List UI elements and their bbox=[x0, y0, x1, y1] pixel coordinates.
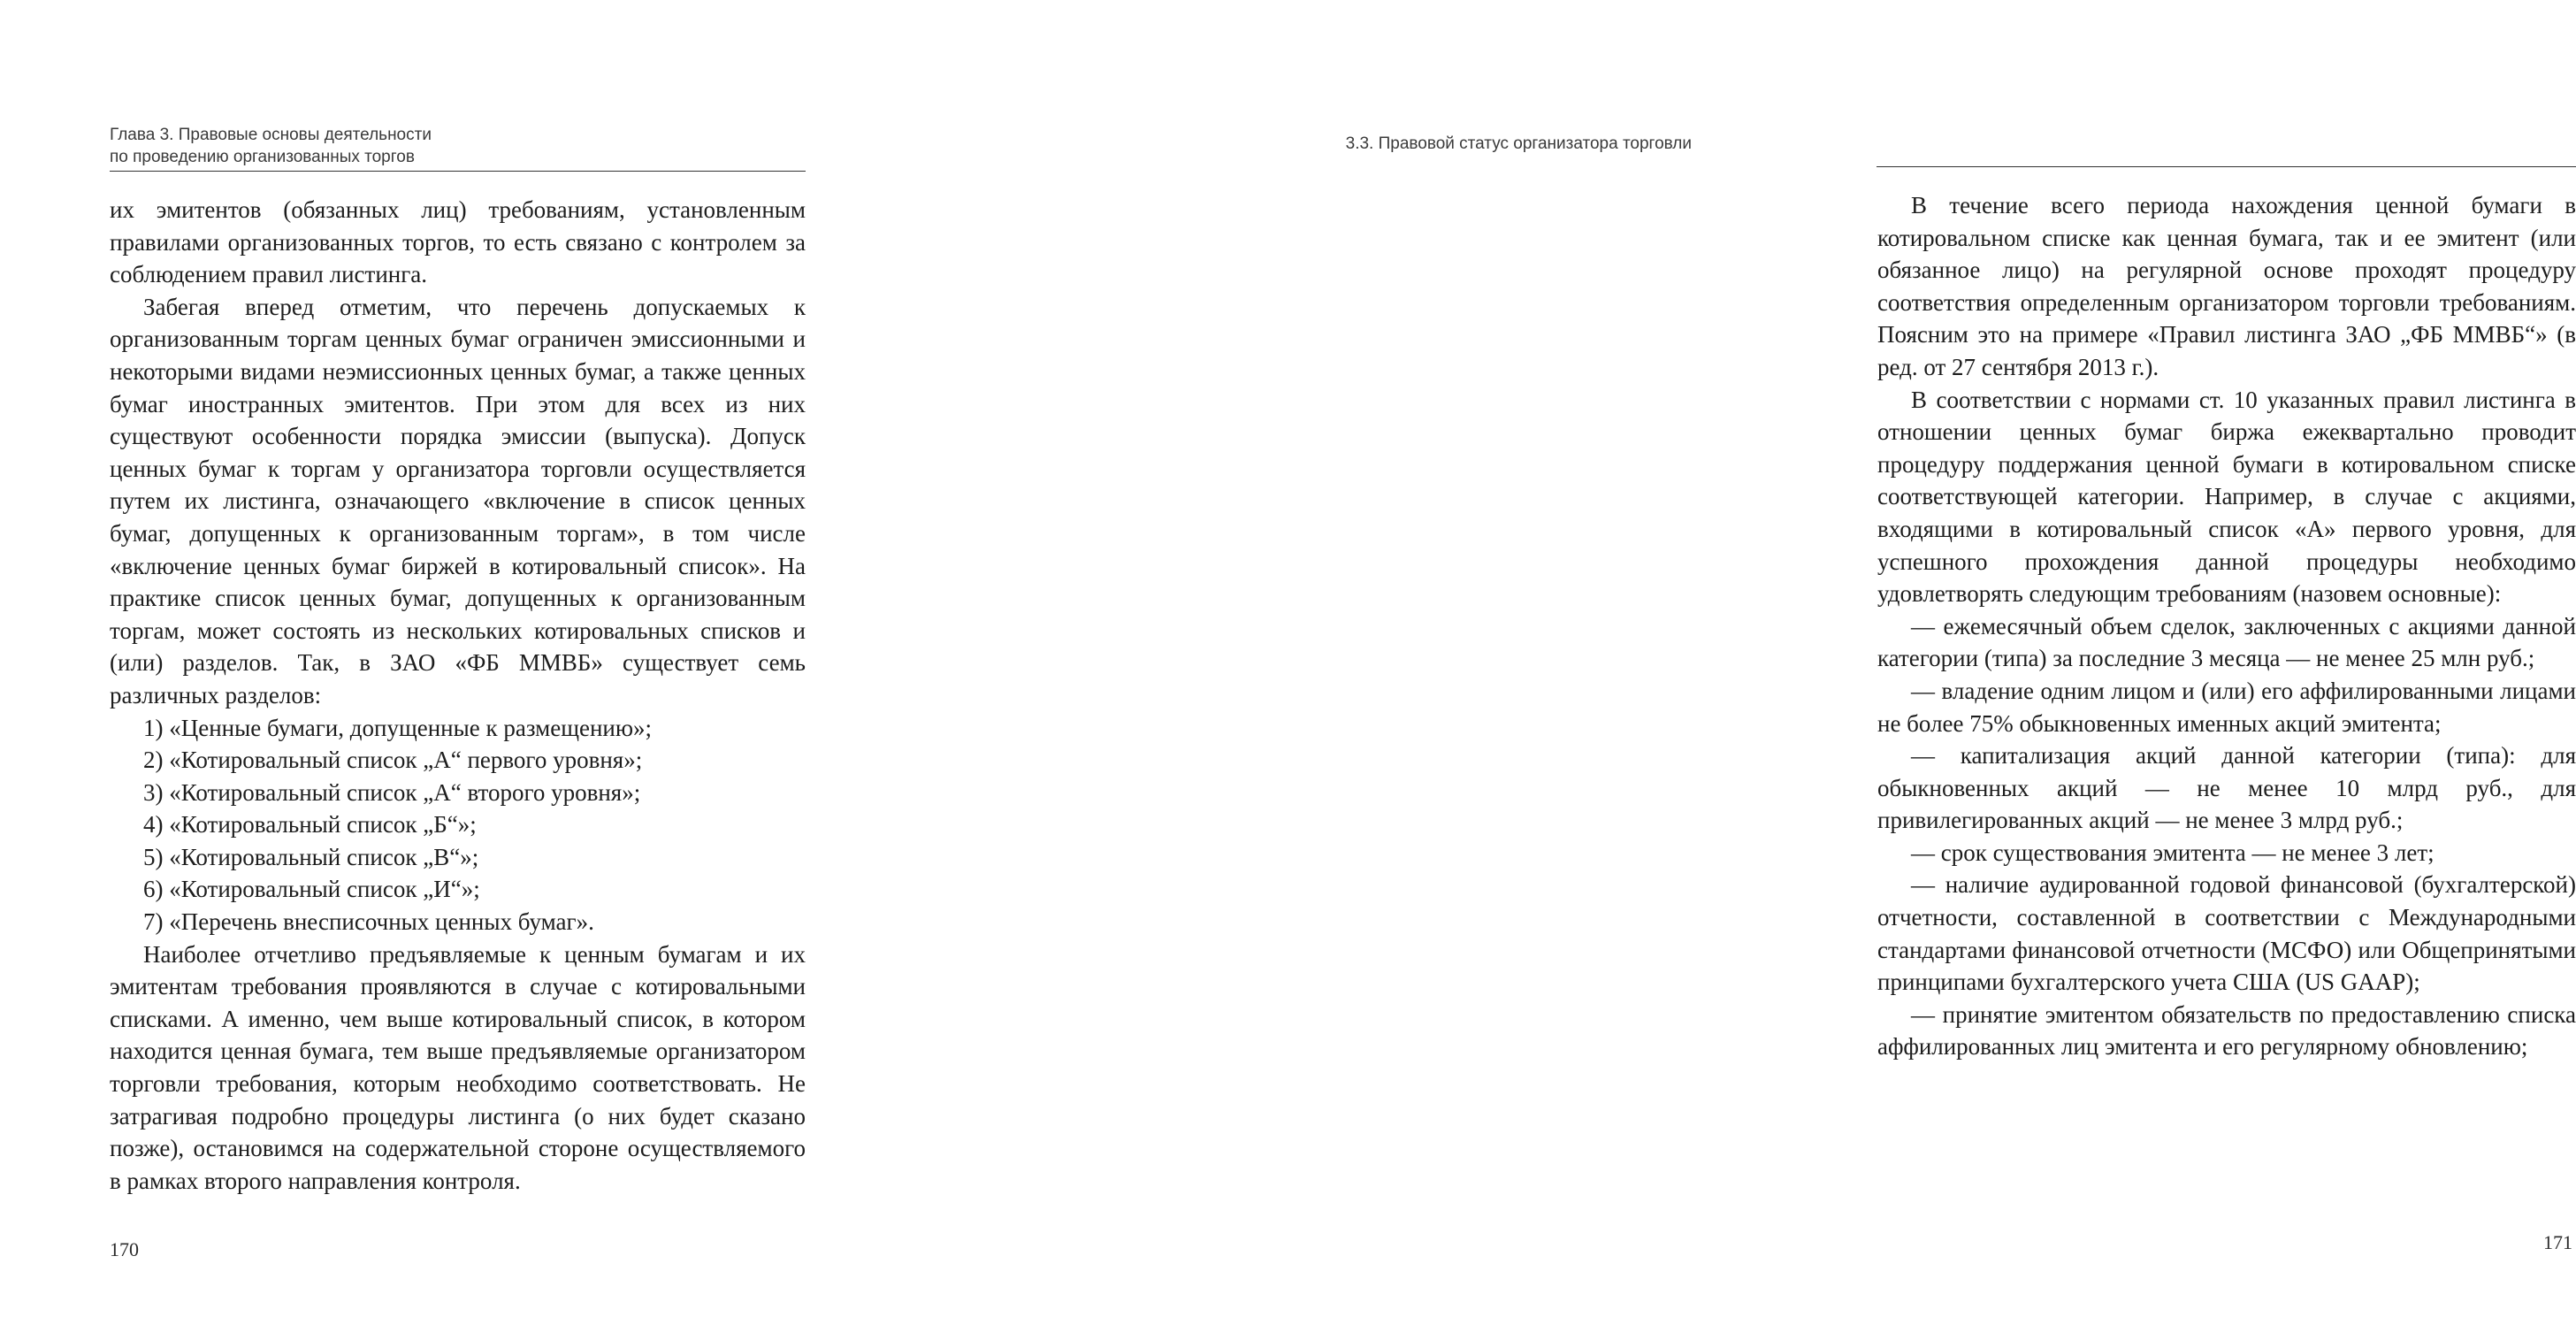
requirement-item: — срок существования эмитента — не менее 3 лет; bbox=[1911, 839, 2435, 866]
paragraph: В соответствии с нормами ст. 10 указанных правил листинга в отношении ценных бумаг биржа ежеквартально проводит процедуру поддержания ценной бумаги в котировальном списке соответствующей категории. Например, в случае с акциями, входящими в котировальный список «А» первого уровня, для успешного прохождения данной процедуры необходимо удовлетворять следующим требованиям (назовем основные): bbox=[1877, 386, 2576, 608]
list-item: 4) «Котировальный список „Б“»; bbox=[143, 811, 477, 839]
list-item: 2) «Котировальный список „А“ первого уровня»; bbox=[143, 747, 643, 774]
list-item: 5) «Котировальный список „В“»; bbox=[143, 843, 479, 870]
header-rule bbox=[1877, 166, 2576, 167]
paragraph: их эмитентов (обязанных лиц) требованиям, установленным правилами организованных торгов, то есть связано с контролем за соблюдением правил листинга. bbox=[110, 196, 806, 288]
right-body-text bbox=[1877, 189, 2576, 1063]
requirement-item: — принятие эмитентом обязательств по предоставлению списка аффилированных лиц эмитента и его регулярному обновлению; bbox=[1877, 1000, 2576, 1061]
running-head-line-1: Глава 3. Правовые основы деятельности bbox=[110, 126, 432, 144]
requirement-item: — наличие аудированной годовой финансовой (бухгалтерской) отчетности, составленной в соответствии с Международными стандартами финансовой отчетности (МСФО) или Общепринятыми принципами бухгалтерского учета США (US GAAP); bbox=[1877, 871, 2576, 996]
right-running-head: 3.3. Правовой статус организатора торговли bbox=[1345, 134, 1692, 153]
section-list bbox=[110, 712, 806, 938]
left-body-text bbox=[110, 194, 806, 1197]
requirement-item: — владение одним лицом и (или) его аффилированными лицами не более 75% обыкновенных именных акций эмитента; bbox=[1877, 677, 2576, 737]
list-item: 1) «Ценные бумаги, допущенные к размещению»; bbox=[143, 714, 653, 741]
page-number: 171 bbox=[2543, 1231, 2572, 1253]
paragraph: Наиболее отчетливо предъявляемые к ценным бумагам и их эмитентам требования проявляются в случае с котировальными списками. А именно, чем выше котировальный список, в котором находится ценная бумага, тем выше предъявляемые организатором торговли требования, которым необходимо соответствовать. Не затрагивая подробно процедуры листинга (о них будет сказано позже), остановимся на содержательной стороне осуществляемого в рамках второго направления контроля. bbox=[110, 940, 806, 1194]
list-item: 3) «Котировальный список „А“ второго уровня»; bbox=[143, 778, 641, 806]
list-item: 7) «Перечень внесписочных ценных бумаг». bbox=[143, 908, 594, 936]
requirement-item: — ежемесячный объем сделок, заключенных с акциями данной категории (типа) за последние 3 месяца — не менее 25 млн руб.; bbox=[1877, 612, 2576, 672]
left-running-head bbox=[110, 124, 817, 168]
list-item: 6) «Котировальный список „И“»; bbox=[143, 876, 480, 903]
requirement-item: — капитализация акций данной категории (типа): для обыкновенных акций — не менее 10 млрд руб., для привилегированных акций — не менее 3 млрд руб.; bbox=[1877, 742, 2576, 834]
header-rule bbox=[110, 171, 806, 172]
page-number: 170 bbox=[110, 1238, 139, 1260]
paragraph: Забегая вперед отметим, что перечень допускаемых к организованным торгам ценных бумаг ограничен эмиссионными и некоторыми видами неэмиссионных ценных бумаг, а также ценных бумаг иностранных эмитентов. При этом для всех из них существуют особенности порядка эмиссии (выпуска). Допуск ценных бумаг к торгам у организатора торговли осуществляется путем их листинга, означающего «включение в список ценных бумаг, допущенных к организованным торгам», в том числе «включение ценных бумаг биржей в котировальный список». На практике список ценных бумаг, допущенных к организованным торгам, может состоять из нескольких котировальных списков и (или) разделов. Так, в ЗАО «ФБ ММВБ» существует семь различных разделов: bbox=[110, 293, 806, 708]
running-head-line-2: по проведению организованных торгов bbox=[110, 148, 415, 166]
paragraph: В течение всего периода нахождения ценной бумаги в котировальном списке как ценная бумага, так и ее эмитент (или обязанное лицо) на регулярной основе проходят процедуру соответствия определенным организатором торговли требованиям. Поясним это на примере «Правил листинга ЗАО „ФБ ММВБ“» (в ред. от 27 сентября 2013 г.). bbox=[1877, 192, 2576, 380]
